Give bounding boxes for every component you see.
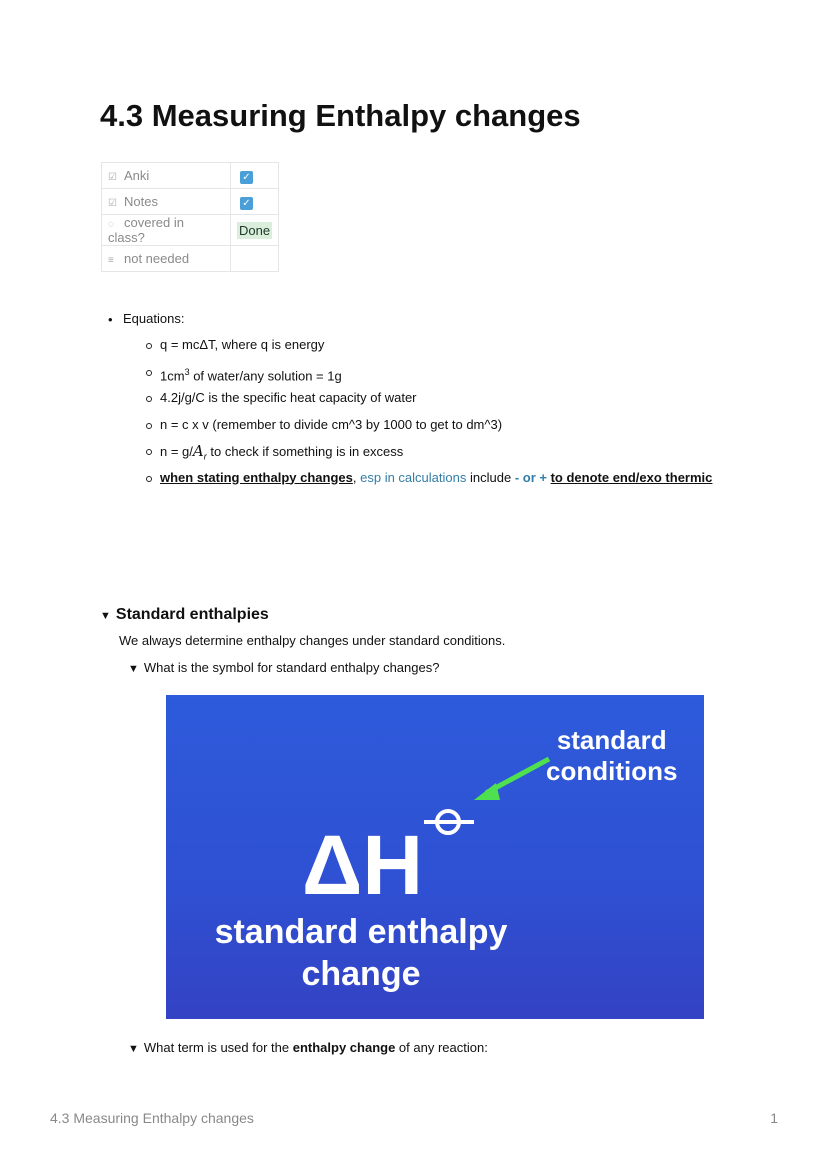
footer-title: 4.3 Measuring Enthalpy changes: [50, 1110, 254, 1126]
checkbox-checked[interactable]: ✓: [240, 197, 253, 210]
property-row: [102, 189, 279, 215]
property-name: covered in class?: [108, 215, 184, 245]
toggle-label: What is the symbol for standard enthalpy changes?: [143, 660, 440, 675]
delta-h-symbol: ΔH: [302, 818, 424, 912]
triangle-down-icon: ▼: [128, 1043, 139, 1055]
property-row: [102, 246, 279, 272]
section-heading: Standard enthalpies: [115, 606, 269, 623]
list-item: $n = g/A_r$ to check if something is in excess: [123, 438, 712, 465]
standard-symbol-arrow: [416, 745, 566, 845]
triangle-down-icon: ▼: [128, 663, 139, 675]
property-name: not needed: [124, 251, 190, 266]
checkbox-icon: ☑: [108, 198, 117, 209]
checkbox-icon: ☑: [108, 172, 117, 183]
list-item: $1cm^3$ of water/any solution = 1g: [123, 359, 712, 386]
checkbox-checked[interactable]: ✓: [240, 171, 253, 184]
paragraph: We always determine enthalpy changes under standard conditions.: [119, 633, 506, 648]
status-badge[interactable]: Done: [239, 222, 271, 238]
text-icon: ≡: [108, 255, 114, 266]
properties-table: [101, 162, 279, 272]
toggle-standard-enthalpies[interactable]: [100, 606, 269, 624]
list-item: when stating enthalpy changes, esp in calculations include - or + to denote end/exo thermic: [123, 465, 712, 492]
list-item: 4.2j/g/C is the specific heat capacity of water: [123, 385, 712, 412]
caption-text: standard enthalpy change: [214, 913, 508, 993]
property-row: [102, 163, 279, 189]
triangle-down-icon: ▼: [100, 610, 111, 622]
annotation-text: standard conditions: [546, 725, 678, 786]
enthalpy-symbol-image: [166, 695, 704, 1019]
toggle-term-question[interactable]: ▼ What term is used for the enthalpy change of any reaction:: [128, 1040, 488, 1055]
page-title: 4.3 Measuring Enthalpy changes: [100, 98, 581, 133]
equations-label: • Equations:: [123, 311, 185, 326]
property-name: Anki: [124, 168, 150, 183]
page-number: 1: [770, 1110, 778, 1126]
list-item: n = c x v (remember to divide cm^3 by 1000 to get to dm^3): [123, 412, 712, 439]
equations-list: [108, 312, 712, 491]
list-item: q = mcΔT, where q is energy: [123, 332, 712, 359]
toggle-symbol-question[interactable]: [128, 660, 439, 675]
status-icon: ◌: [108, 219, 114, 230]
property-name: Notes: [124, 194, 158, 209]
property-row: [102, 215, 279, 246]
list-item: [108, 312, 712, 491]
property-value-empty[interactable]: [231, 246, 279, 272]
